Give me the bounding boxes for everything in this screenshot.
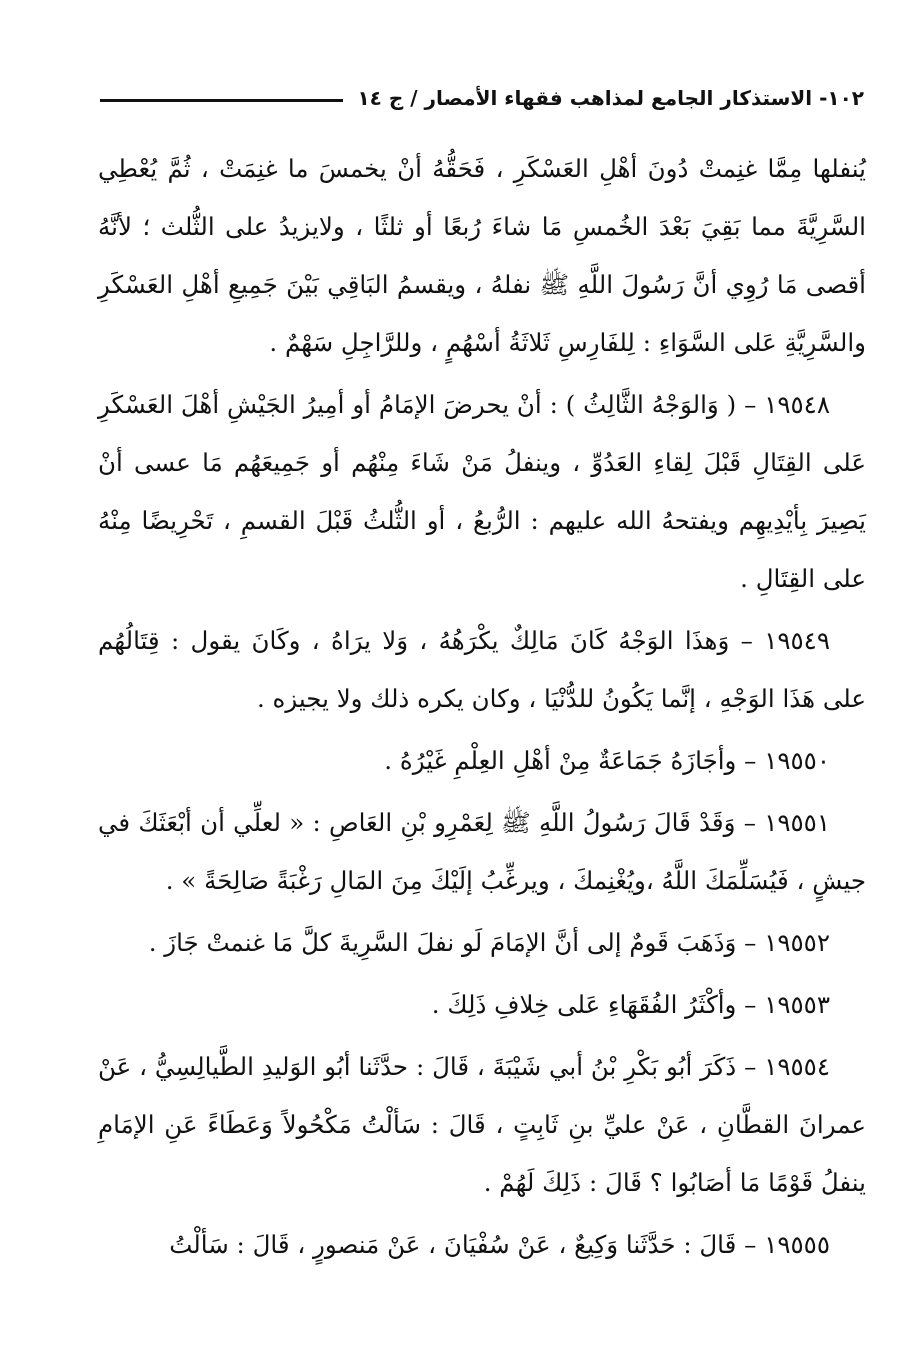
paragraph-19553: ١٩٥٥٣ – وأكْثَرُ الفُقَهَاءِ عَلى خِلافِ ذَلِكَ . xyxy=(431,990,830,1019)
paragraph-19554: ١٩٥٥٤ – ذَكَرَ أبُو بَكْرِ بْنُ أبي شَيْبَةَ ، قَالَ : حدَّثَنا أبُو الوَليدِ الطَّيالِسِيُّ ، عَنْ عمرانَ القطَّانِ ، عَنْ عليِّ بنِ ثَابِتٍ ، قَالَ : سَألْتُ مَكْحُولاً وَعَطَاءً عَنِ الإمَامِ ينفلُ قَوْمًا مَا أصَابُوا ؟ قَالَ : ذَلِكَ لَهُمْ . xyxy=(98,1052,866,1197)
paragraph-19551: ١٩٥٥١ – وَقَدْ قَالَ رَسُولُ اللَّهِ ﷺ لِعَمْرِو بْنِ العَاصِ : « لعلِّي أن أبْعَثَكَ في جيشٍ ، فَيُسَلِّمَكَ اللَّهُ ،ويُغْنِمكَ ، ويرغِّبُ إلَيْكَ مِنَ المَالِ رَغْبَةً صَالِحَةً » . xyxy=(98,808,866,895)
paragraph-19552: ١٩٥٥٢ – وَذَهَبَ قَومٌ إلى أنَّ الإمَامَ لَو نفلَ السَّرِيةَ كلَّ مَا غنمتْ جَازَ . xyxy=(148,928,830,957)
paragraph-19549: ١٩٥٤٩ – وَهذَا الوَجْهُ كَانَ مَالِكٌ يكْرَهُهُ ، وَلا يرَاهُ ، وكَانَ يقول : قِتَالُهُم على هَذَا الوَجْهِ ، إنَّما يَكُونُ للدُّنْيَا ، وكان يكره ذلك ولا يجيزه . xyxy=(98,626,866,713)
running-title: ١٠٢- الاستذكار الجامع لمذاهب فقهاء الأمصار / ج ١٤ xyxy=(357,86,864,110)
paragraph-continuation: يُنفلها مِمَّا غنِمتْ دُونَ أهْلِ العَسْكَرِ ، فَحَقُّهُ أنْ يخمسَ ما غنِمَتْ ، ثُمَّ يُعْطِي السَّرِيَّةَ مما بَقِيَ بَعْدَ الخُمسِ مَا شاءَ رُبعًا أو ثلثًا ، ولايزيدُ على الثُّلث ؛ لأنَّهُ أقصى مَا رُوِي أنَّ رَسُولَ اللَّهِ ﷺ نفلهُ ، ويقسمُ البَاقِي بَيْنَ جَمِيعِ أهْلِ العَسْكَرِ والسَّرِيَّةِ عَلى السَّوَاءِ : لِلفَارِسِ ثَلاثَةُ أسْهُمٍ ، وللرَّاجِلِ سَهْمٌ . xyxy=(98,154,866,357)
header-rule xyxy=(100,99,343,102)
page-header xyxy=(100,78,864,118)
paragraph-19550: ١٩٥٥٠ – وأجَازَهُ جَمَاعَةٌ مِنْ أهْلِ العِلْمِ غَيْرُهُ . xyxy=(384,746,830,775)
paragraph-19548: ١٩٥٤٨ – ( وَالوَجْهُ الثَّالِثُ ) : أنْ يحرضَ الإمَامُ أو أمِيرُ الجَيْشِ أهْلَ العَسْكَرِ عَلى القِتَالِ قَبْلَ لِقاءِ العَدُوِّ ، وينفلُ مَنْ شَاءَ مِنْهُم أو جَمِيعَهُم مَا عسى أنْ يَصِيرَ بِأيْدِيهِم ويفتحهُ الله عليهم : الرُّبعُ ، أو الثُّلثُ قَبْلَ القسمِ ، تَحْرِيضًا مِنْهُ على القِتَالِ . xyxy=(98,390,866,593)
page-body xyxy=(98,140,866,1278)
paragraph-19555: ١٩٥٥٥ – قَالَ : حَدَّثَنا وَكِيعٌ ، عَنْ سُفْيَانَ ، عَنْ مَنصورٍ ، قَالَ : سَألْتُ xyxy=(169,1230,830,1259)
